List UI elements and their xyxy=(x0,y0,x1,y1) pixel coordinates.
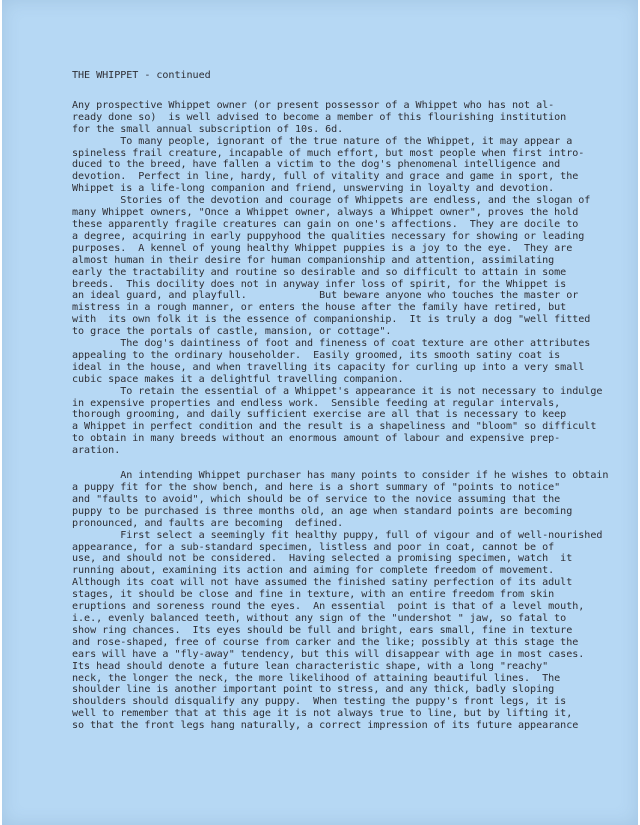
paragraph-gap xyxy=(72,457,587,470)
text-line: almost human in their desire for human companionship and attention, assimilating xyxy=(72,254,555,266)
text-line: Stories of the devotion and courage of Whippets are endless, and the slogan of xyxy=(72,195,591,207)
text-line: a puppy fit for the show bench, and here is a short summary of "points to notice" xyxy=(72,482,561,493)
text-line: ready done so) is well advised to become a member of this flourishing institution xyxy=(72,111,567,123)
text-line: i.e., evenly balanced teeth, without any sign of the "undershot " jaw, so fatal to xyxy=(72,612,567,624)
text-line: puppy to be purchased is three months old, an age when standard points are becoming xyxy=(72,505,573,517)
text-line: shoulder line is another important point to stress, and any thick, badly sloping xyxy=(72,684,555,696)
text-line: appealing to the ordinary householder. Easily groomed, its smooth satiny coat is xyxy=(72,349,561,361)
text-line: spineless frail creature, incapable of much effort, but most people when first intro- xyxy=(72,147,585,159)
typed-page xyxy=(2,0,638,825)
text-line: The dog's daintiness of foot and fineness of coat texture are other attributes xyxy=(72,338,591,350)
text-line: running about, examining its action and aiming for complete freedom of movement. xyxy=(72,565,555,577)
text-line: ideal in the house, and when travelling its capacity for curling up into a very small xyxy=(72,361,585,373)
text-line: cubic space makes it a delightful travelling companion. xyxy=(72,373,404,385)
text-line: show ring chances. Its eyes should be full and bright, ears small, fine in texture xyxy=(72,624,573,636)
text-line: To retain the essential of a Whippet's appearance it is not necessary to indulge xyxy=(72,385,603,397)
text-line: early the tractability and routine so desirable and so difficult to attain in some xyxy=(72,266,567,278)
text-line: Whippet is a life-long companion and friend, unswerving in loyalty and devotion. xyxy=(72,183,555,195)
text-line: well to remember that at this age it is not always true to line, but by lifting it, xyxy=(72,708,573,720)
page-heading: THE WHIPPET - continued xyxy=(72,70,211,81)
text-line: appearance, for a sub-standard specimen, listless and poor in coat, cannot be of xyxy=(72,541,555,553)
text-line: stages, it should be close and fine in texture, with an entire freedom from skin xyxy=(72,589,555,601)
text-line: in expensive properties and endless work. Sensible feeding at regular intervals, xyxy=(72,397,561,409)
text-line: to grace the portals of castle, mansion, or cottage". xyxy=(72,326,392,338)
text-line: an ideal guard, and playfull. But beware anyone who touches the master or xyxy=(72,290,579,302)
text-line: neck, the longer the neck, the more likelihood of attaining beautiful lines. The xyxy=(72,672,561,684)
text-line: duced to the breed, have fallen a victim to the dog's phenomenal intelligence and xyxy=(72,159,561,171)
text-line: devotion. Perfect in line, hardy, full of vitality and grace and game in sport, the xyxy=(72,171,579,183)
text-line: First select a seemingly fit healthy puppy, full of vigour and of well-nourished xyxy=(72,529,603,541)
text-line: eruptions and soreness round the eyes. An essential point is that of a level mouth, xyxy=(72,601,585,613)
text-line: mistress in a rough manner, or enters the house after the family have retired, but xyxy=(72,302,567,314)
body-text xyxy=(72,99,609,732)
text-line: To many people, ignorant of the true nature of the Whippet, it may appear a xyxy=(72,135,573,147)
text-line: purposes. A kennel of young healthy Whippet puppies is a joy to the eye. They are xyxy=(72,242,573,254)
text-line: Its head should denote a future lean characteristic shape, with a long "reachy" xyxy=(72,660,549,672)
text-line: a Whippet in perfect condition and the result is a shapeliness and "bloom" so difficult xyxy=(72,421,597,433)
text-line: and rose-shaped, free of course from carker and the like; possibly at this stage the xyxy=(72,636,579,648)
text-line: thorough grooming, and daily sufficient exercise are all that is necessary to keep xyxy=(72,409,567,421)
text-line: a degree, acquiring in early puppyhood the qualities necessary for showing or leading xyxy=(72,230,585,242)
typed-text-block xyxy=(72,70,609,732)
text-line: shoulders should disqualify any puppy. When testing the puppy's front legs, it is xyxy=(72,696,567,708)
text-line: Any prospective Whippet owner (or present possessor of a Whippet who has not al- xyxy=(72,99,555,111)
text-line: to obtain in many breeds without an enormous amount of labour and expensive prep- xyxy=(72,433,561,445)
text-line: aration. xyxy=(72,445,121,457)
text-line: use, and should not be considered. Having selected a promising specimen, watch it xyxy=(72,553,573,565)
text-line: and "faults to avoid", which should be of service to the novice assuming that the xyxy=(72,493,561,505)
text-line: breeds. This docility does not in anyway infer loss of spirit, for the Whippet is xyxy=(72,278,567,290)
text-line: so that the front legs hang naturally, a correct impression of its future appearance xyxy=(72,720,579,732)
text-line: pronounced, and faults are becoming defined. xyxy=(72,517,344,529)
text-line: many Whippet owners, "Once a Whippet owner, always a Whippet owner", proves the hold xyxy=(72,207,579,219)
text-line: these apparently fragile creatures can gain on one's affections. They are docile to xyxy=(72,218,579,230)
text-line: ears will have a "fly-away" tendency, but this will disappear with age in most cases. xyxy=(72,648,585,660)
text-line: An intending Whippet purchaser has many points to consider if he wishes to obtain xyxy=(72,470,609,482)
text-line: for the small annual subscription of 10s. 6d. xyxy=(72,123,344,135)
text-line: Although its coat will not have assumed the finished satiny perfection of its adult xyxy=(72,577,573,589)
text-line: with its own folk it is the essence of companionship. It is truly a dog "well fitted xyxy=(72,314,591,326)
